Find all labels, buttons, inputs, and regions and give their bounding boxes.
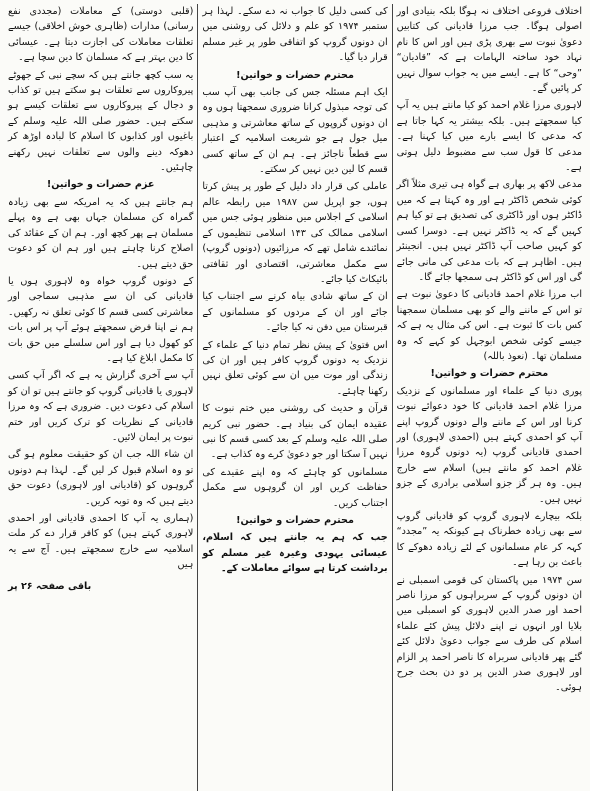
paragraph: یہ سب کچھ جانتے ہیں کہ سچے نبی کے جھوٹے پیروکاروں سے تعلقات ہو سکتے ہیں تو کذاب و دجال کے پیروکاروں سے تعلقات کیسے ہو سکتے ہیں۔ حضور صلی اللہ علیہ وسلم کے باغیوں اور کذابوں کا اسلام کا لبادہ اوڑھ کر دھوکہ دینے والوں سے تعلقات نہیں رکھنے چاہئیں۔ <box>8 69 194 174</box>
text-column-middle <box>198 4 391 791</box>
paragraph: قرآن و حدیث کی روشنی میں ختم نبوت کا عقیدہ ایمان کی بنیاد ہے۔ حضور نبی کریم صلی اللہ علیہ وسلم کے بعد کسی قسم کا نبی نہیں آ سکتا اور جو دعویٰ کرے وہ کذاب ہے۔ <box>202 403 388 461</box>
paragraph: (قلبی دوستی) کے معاملات (مجددی نفع رسانی) مدارات (ظاہری خوش اخلاقی) جیسے تعلقات معاملات کی اجازت دیتا ہے۔ عیسائی کا دین بہتر ہے کہ مسلمان کا دین سچا ہے۔ <box>8 6 194 64</box>
paragraph: کی کسی دلیل کا جواب نہ دے سکے۔ لہذا ہر ستمبر ۱۹۷۴ کو علم و دلائل کی روشنی میں ان دونوں گروپ کو اتفاقی طور پر غیر مسلم قرار دیا گیا۔ <box>202 6 388 64</box>
section-heading: عزم حضرات و خواتین! <box>46 179 155 191</box>
paragraph: مدعی لاکھ پر بھاری ہے گواہ ہی تیری مثلاً اگر کوئی شخص ڈاکٹر ہے اور وہ کہتا ہے کہ میں ڈاکٹر ہوں اور ڈاکٹری کی تصدیق ہے تو کیا ہم کہیں گے کہ یہ ڈاکٹر نہیں ہے۔ دوسرا کسی کو کہیں صاحب آپ ڈاکٹر نہیں ہیں۔ انجینئر ہیں۔ اظاہر ہے کہ بات مدعی کی مانی جائے گی اور اس کو ڈاکٹر ہی سمجھا جائے گا۔ <box>396 179 582 283</box>
text-column-left <box>4 4 197 791</box>
paragraph: عاملی کی قرار داد دلیل کے طور پر پیش کرتا ہوں، جو اپریل سن ۱۹۸۷ میں رابطہ عالم اسلامی کے اجلاس میں منظور ہوئی جس میں اسلامی ممالک کی ۱۴۳ اسلامی تنظیموں کے نمائندے شامل تھے کہ مرزائیوں (دونوں گروپ) سے مکمل معاشرتی، اقتصادی اور ثقافتی بائیکاٹ کیا جائے۔ <box>202 181 388 285</box>
paragraph: ان شاء اللہ جب ان کو حقیقت معلوم ہو گی تو وہ اسلام قبول کر لیں گے۔ لہذا ہم دونوں گروہوں کو (قادیانی اور لاہوری) دعوت حق دیتے ہیں کہ وہ توبہ کریں۔ <box>8 449 194 507</box>
section-heading: محترم حضرات و خواتین! <box>236 515 354 526</box>
paragraph: سن ۱۹۷۴ میں پاکستان کی قومی اسمبلی نے ان دونوں گروپ کے سربراہوں کو مرزا ناصر احمد اور صدر الدین لاہوری کو اسمبلی میں بلایا اور انہوں نے اپنے دلائل پیش کئے علماء اسلام کی طرف سے جواب دعویٰ دلائل کئے گئے پھر قادیانی سربراہ کا ناصر احمد پر الزام اور لاہوری صدر الدین پر دو دن بحث جرح ہوئی۔ <box>396 574 582 694</box>
paragraph: کے دونوں گروپ خواہ وہ لاہوری ہوں یا قادیانی کی ان سے مذہبی سماجی اور معاشرتی کسی قسم کا کوئی تعلق نہ رکھیں۔ ہم نے اپنا فرض سمجھتے ہوئے آپ پر اس بات کو کھول دیا ہے اور اس سلسلے میں حق بات کا مکمل ابلاغ کیا ہے۔ <box>8 275 194 364</box>
paragraph: آپ سے آخری گزارش یہ ہے کہ اگر آپ کسی لاہوری یا قادیانی گروپ کو جانتے ہیں تو ان کو اسلام کی دعوت دیں۔ ضروری ہے کہ وہ مرزا قادیانی کے نظریات کو ترک کریں اور ختم نبوت پر ایمان لائیں۔ <box>8 370 194 443</box>
paragraph: لاہوری مرزا غلام احمد کو کیا مانتے ہیں یہ آپ کیا سمجھتے ہیں۔ بلکہ بیشتر یہ کہا جاتا ہے کہ مدعی کا ایسے بارے میں کیا کہنا ہے۔ مدعی کا قول سب سے مضبوط دلیل ہوتی ہے۔ <box>396 100 582 174</box>
paragraph: ایک اہم مسئلہ جس کی جانب بھی آپ سب کی توجہ مبذول کرانا ضروری سمجھتا ہوں وہ ان دونوں گروپوں کے ساتھ معاشرتی و مذہبی میل جول ہے جو شریعت اسلامیہ کے اعتبار سے قطعاً ناجائز ہے۔ ہم ان کے ساتھ کسی قسم کا لین دین نہیں کر سکتے۔ <box>202 87 388 176</box>
paragraph: بلکہ بیچارے لاہوری گروپ کو قادیانی گروپ سے بھی زیادہ خطرناک ہے کیونکہ یہ ”مجدد“ کہہ کر عام مسلمانوں کے لئے زیادہ دھوکے کا باعث بن رہا ہے۔ <box>396 511 582 569</box>
paragraph: اب مرزا غلام احمد قادیانی کا دعویٰ نبوت ہے تو اس کے ماننے والے کو بھی مسلمان سمجھنا کس بات کا ثبوت ہے۔ اس کی مثال یہ ہے کہ جیسے کوئی شخص ابوجہل کو کہے کہ وہ مسلمان تھا۔ (نعوذ باللہ) <box>396 289 582 362</box>
section-heading: محترم حضرات و خواتین! <box>430 368 549 380</box>
paragraph: پوری دنیا کے علماء اور مسلمانوں کے نزدیک مرزا غلام احمد قادیانی کا خود دعوائے نبوت کرنا اور اس کے ماننے والے دونوں گروپ اپنے آپ کو احمدی کہتے ہیں (احمدی لاہوری) اور احمدی قادیانی گروپ (یہ دونوں گروہ مرزا غلام احمد کو مانتے ہیں) اسلام سے خارج ہیں۔ وہ ہر گز جزو اسلامی برادری کے جزو نہیں ہیں۔ <box>396 385 582 505</box>
paragraph: ہم جانتے ہیں کہ یہ امریکہ سے بھی زیادہ گمراہ کن مسلمان جہاں بھی ہے وہ پہلے مسلمان ہے پھر کچھ اور۔ ہم ان کے عقائد کی اصلاح کرنا چاہتے ہیں اور ہم ان کو دعوت حق دیتے ہیں۔ <box>8 196 194 270</box>
section-heading: محترم حضرات و خواتین! <box>236 69 354 81</box>
text-column-right <box>393 4 586 791</box>
continued-on-page-note: باقی صفحہ ۲۶ پر <box>8 580 92 592</box>
paragraph: اختلاف فروعی اختلاف نہ ہوگا بلکہ بنیادی اور اصولی ہوگا۔ جب مرزا قادیانی کی کتابیں دعویٰ نبوت سے بھری پڑی ہیں اور اس کا نام نہاد خود ساختہ الہامات ہے کہ ”قادیان“ ”وحی“ کا ہے۔ ایسے میں یہ جواب سوال نہیں کر پائیں گے۔ <box>396 6 582 95</box>
paragraph: اس فتویٰ کے پیش نظر تمام دنیا کے علماء کے نزدیک یہ دونوں گروپ کافر ہیں اور ان کی زندگی اور موت میں ان سے کوئی تعلق نہیں رکھنا چاہئے۔ <box>202 339 388 397</box>
paragraph: (ہماری یہ آپ کا احمدی قادیانی اور احمدی لاہوری کہتے ہیں) کو کافر قرار دے کر ملت اسلامیہ سے خارج سمجھتے ہیں۔ آج سے یہ ہیں <box>8 513 194 571</box>
paragraph: ان کے ساتھ شادی بیاہ کرنے سے اجتناب کیا جائے اور ان کے مردوں کو مسلمانوں کے قبرستان میں دفن نہ کیا جائے۔ <box>202 291 388 334</box>
paragraph: جب کہ ہم یہ جانتے ہیں کہ اسلام، عیسائی یہودی وغیرہ غیر مسلم کو برداشت کرتا ہے سوائے معاملات کے۔ <box>202 532 388 575</box>
paragraph: مسلمانوں کو چاہئے کہ وہ اپنے عقیدے کی حفاظت کریں اور ان گروہوں سے مکمل اجتناب کریں۔ <box>202 466 388 509</box>
